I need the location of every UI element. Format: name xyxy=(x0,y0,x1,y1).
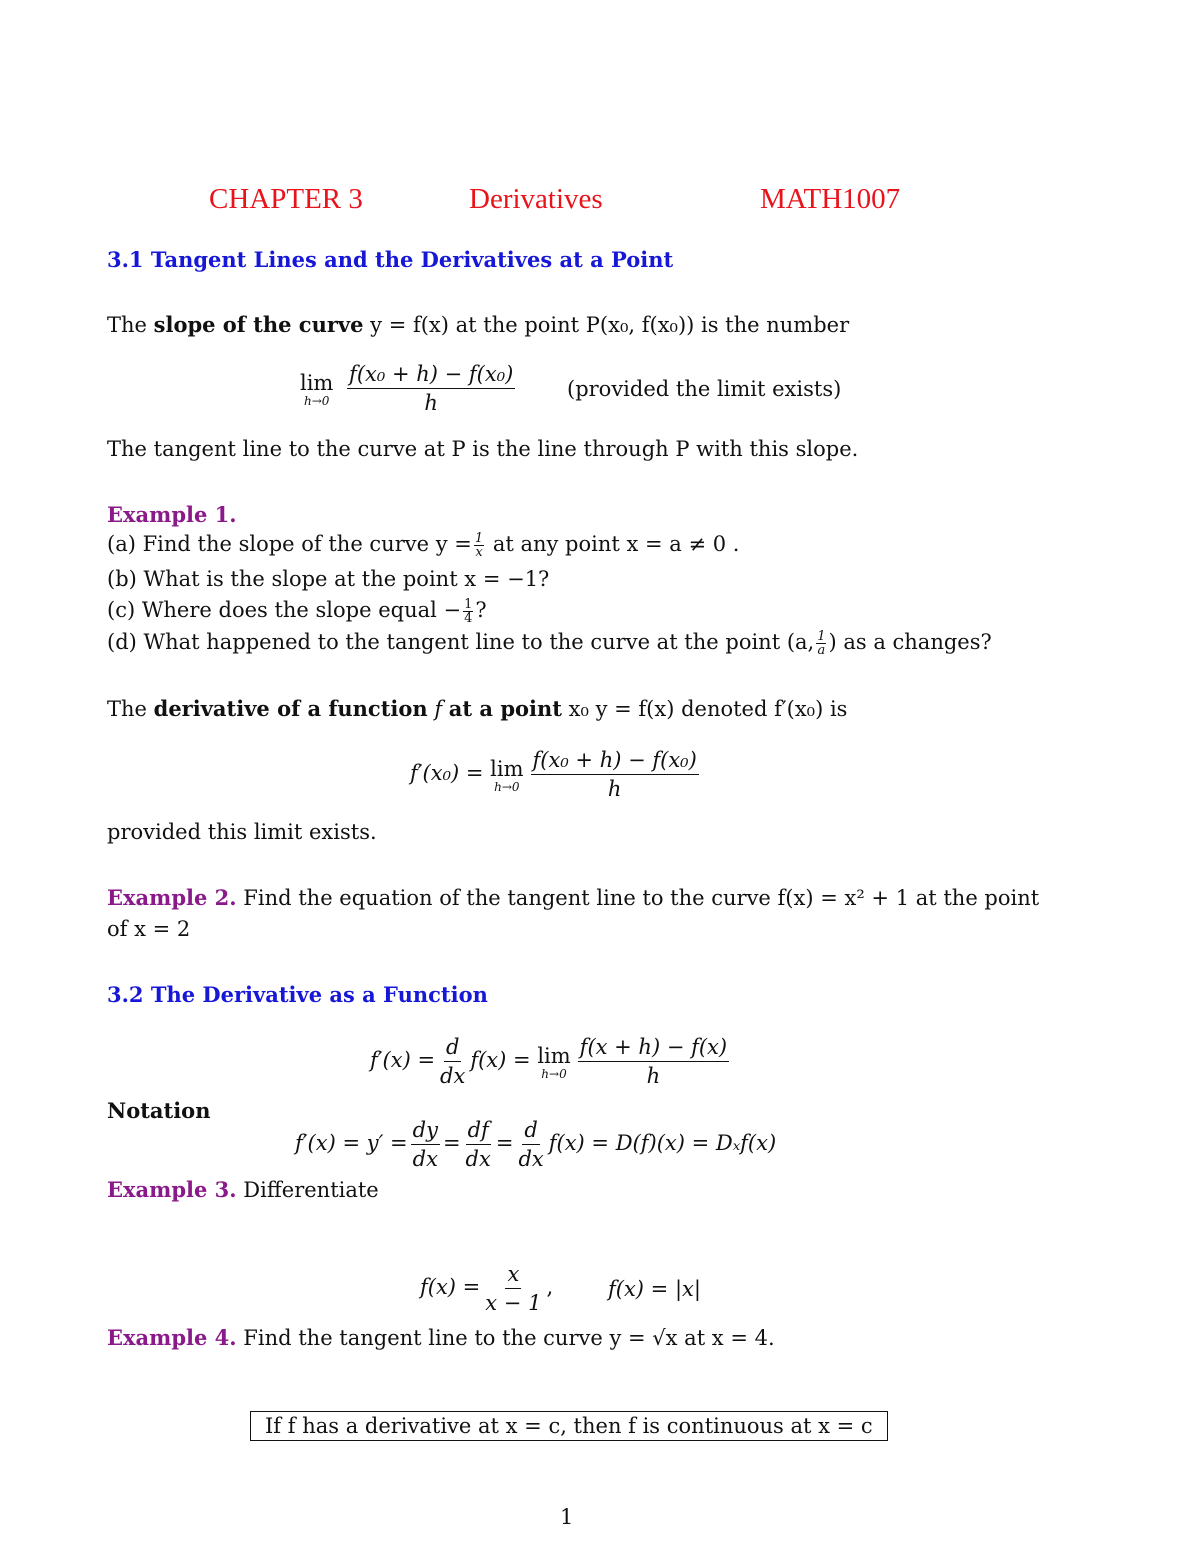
text-run: The xyxy=(107,313,154,337)
numerator: 1 xyxy=(817,629,826,644)
example-1-part-d xyxy=(107,630,992,657)
text-run: x₀ y = f(x) denoted f′(x₀) is xyxy=(561,697,848,721)
limit-operator xyxy=(537,1044,570,1080)
example-2-line-1 xyxy=(107,885,1039,910)
slope-definition-line xyxy=(107,312,849,337)
equals-sign: = xyxy=(442,1131,461,1155)
notation-formula xyxy=(295,1118,776,1171)
denominator: dx xyxy=(465,1147,491,1171)
denominator: x − 1 xyxy=(485,1291,542,1315)
lim-subscript: h→0 xyxy=(303,393,330,408)
d-dx-operator xyxy=(516,1118,545,1171)
numerator: d xyxy=(444,1035,461,1062)
numerator: x xyxy=(505,1262,521,1289)
example-3-line xyxy=(107,1177,379,1202)
denominator: a xyxy=(817,643,826,658)
denominator: h xyxy=(424,391,438,415)
course-code: MATH1007 xyxy=(760,183,901,215)
formula-lhs: f′(x) = xyxy=(370,1048,436,1072)
d-dx-operator xyxy=(438,1035,467,1088)
lim-subscript: h→0 xyxy=(541,1066,567,1081)
text-run: at any point x = a ≠ 0 . xyxy=(492,532,740,556)
denominator: dx xyxy=(440,1064,466,1088)
text-run: (d) What happened to the tangent line to the curve at the point (a, xyxy=(107,630,815,654)
denominator: dx xyxy=(412,1147,438,1171)
limit-operator xyxy=(300,371,333,407)
example-3-label: Example 3. xyxy=(107,1177,237,1202)
numerator: 1 xyxy=(464,597,473,612)
text-run: (a) Find the slope of the curve y = xyxy=(107,532,472,556)
section-heading-3-1: 3.1 Tangent Lines and the Derivatives at a Point xyxy=(107,247,674,272)
section-heading-3-2: 3.2 The Derivative as a Function xyxy=(107,982,488,1007)
fraction-one-over-x xyxy=(474,532,484,559)
topic-title: Derivatives xyxy=(469,183,603,215)
formula-mid: f(x) = xyxy=(470,1048,531,1072)
example-2-line-2: of x = 2 xyxy=(107,917,191,941)
fraction-one-over-a xyxy=(816,630,826,657)
provided-note: provided this limit exists. xyxy=(107,820,377,844)
example-3-function-1 xyxy=(420,1262,553,1315)
text-run: Find the tangent line to the curve y = √x at x = 4. xyxy=(243,1326,775,1350)
text-run: Differentiate xyxy=(243,1178,379,1202)
denominator: h xyxy=(646,1064,661,1088)
bold-term: derivative of a function xyxy=(153,696,428,721)
fraction-one-quarter xyxy=(463,598,473,625)
page-number: 1 xyxy=(560,1505,574,1529)
equals-sign: = xyxy=(495,1131,514,1155)
derivative-definition-line xyxy=(107,696,847,721)
difference-quotient xyxy=(578,1035,729,1088)
formula-lhs: f′(x₀) = xyxy=(410,761,484,785)
denominator: 4 xyxy=(464,611,473,626)
formula-lhs: f(x) = xyxy=(420,1275,481,1299)
example-4-label: Example 4. xyxy=(107,1325,237,1350)
example-1-part-b: (b) What is the slope at the point x = −1? xyxy=(107,567,550,591)
text-run: ? xyxy=(475,598,487,622)
dy-dx xyxy=(411,1118,440,1171)
example-2-label: Example 2. xyxy=(107,885,237,910)
lim-text: lim xyxy=(537,1043,571,1068)
lim-subscript: h→0 xyxy=(494,779,520,794)
example-1-part-a xyxy=(107,532,739,559)
text-run: f xyxy=(427,697,449,721)
example-3-function-2: f(x) = |x| xyxy=(608,1277,701,1301)
tangent-line-definition: The tangent line to the curve at P is the line through P with this slope. xyxy=(107,437,859,461)
numerator: f(x₀ + h) − f(x₀) xyxy=(347,362,515,389)
formula-lhs: f′(x) = y′ = xyxy=(295,1131,408,1155)
comma: , xyxy=(546,1275,554,1299)
text-run: ) as a changes? xyxy=(828,630,992,654)
denominator: x xyxy=(475,545,483,560)
example-4-line xyxy=(107,1325,775,1350)
text-run: (c) Where does the slope equal − xyxy=(107,598,462,622)
derivative-formula xyxy=(410,748,702,801)
example-1-part-c xyxy=(107,598,487,625)
denominator: h xyxy=(607,777,622,801)
slope-formula xyxy=(300,362,518,415)
numerator: f(x₀ + h) − f(x₀) xyxy=(531,748,699,775)
text-run: y = f(x) at the point P(x₀, f(x₀)) is the number xyxy=(363,313,850,337)
denominator: dx xyxy=(518,1147,544,1171)
example-1-label: Example 1. xyxy=(107,502,237,527)
text-run: Find the equation of the tangent line to the curve f(x) = x² + 1 at the point xyxy=(243,886,1040,910)
limit-operator xyxy=(490,757,523,793)
numerator: 1 xyxy=(474,531,484,546)
lim-text: lim xyxy=(490,756,524,781)
derivative-function-formula xyxy=(370,1035,732,1088)
continuity-theorem-box: If f has a derivative at x = c, then f is continuous at x = c xyxy=(250,1411,888,1441)
limit-exists-note: (provided the limit exists) xyxy=(567,377,842,401)
bold-term: slope of the curve xyxy=(153,312,364,337)
difference-quotient xyxy=(347,362,515,415)
bold-term: at a point xyxy=(448,696,562,721)
numerator: df xyxy=(466,1118,491,1145)
chapter-label: CHAPTER 3 xyxy=(209,183,363,215)
numerator: f(x + h) − f(x) xyxy=(578,1035,729,1062)
difference-quotient xyxy=(531,748,699,801)
formula-rhs: f(x) = D(f)(x) = Dₓf(x) xyxy=(548,1131,777,1155)
x-over-x-minus-1 xyxy=(483,1262,543,1315)
df-dx xyxy=(464,1118,493,1171)
numerator: d xyxy=(522,1118,539,1145)
notation-label: Notation xyxy=(107,1098,211,1123)
text-run: The xyxy=(107,697,154,721)
lim-text: lim xyxy=(300,370,334,395)
numerator: dy xyxy=(411,1118,440,1145)
